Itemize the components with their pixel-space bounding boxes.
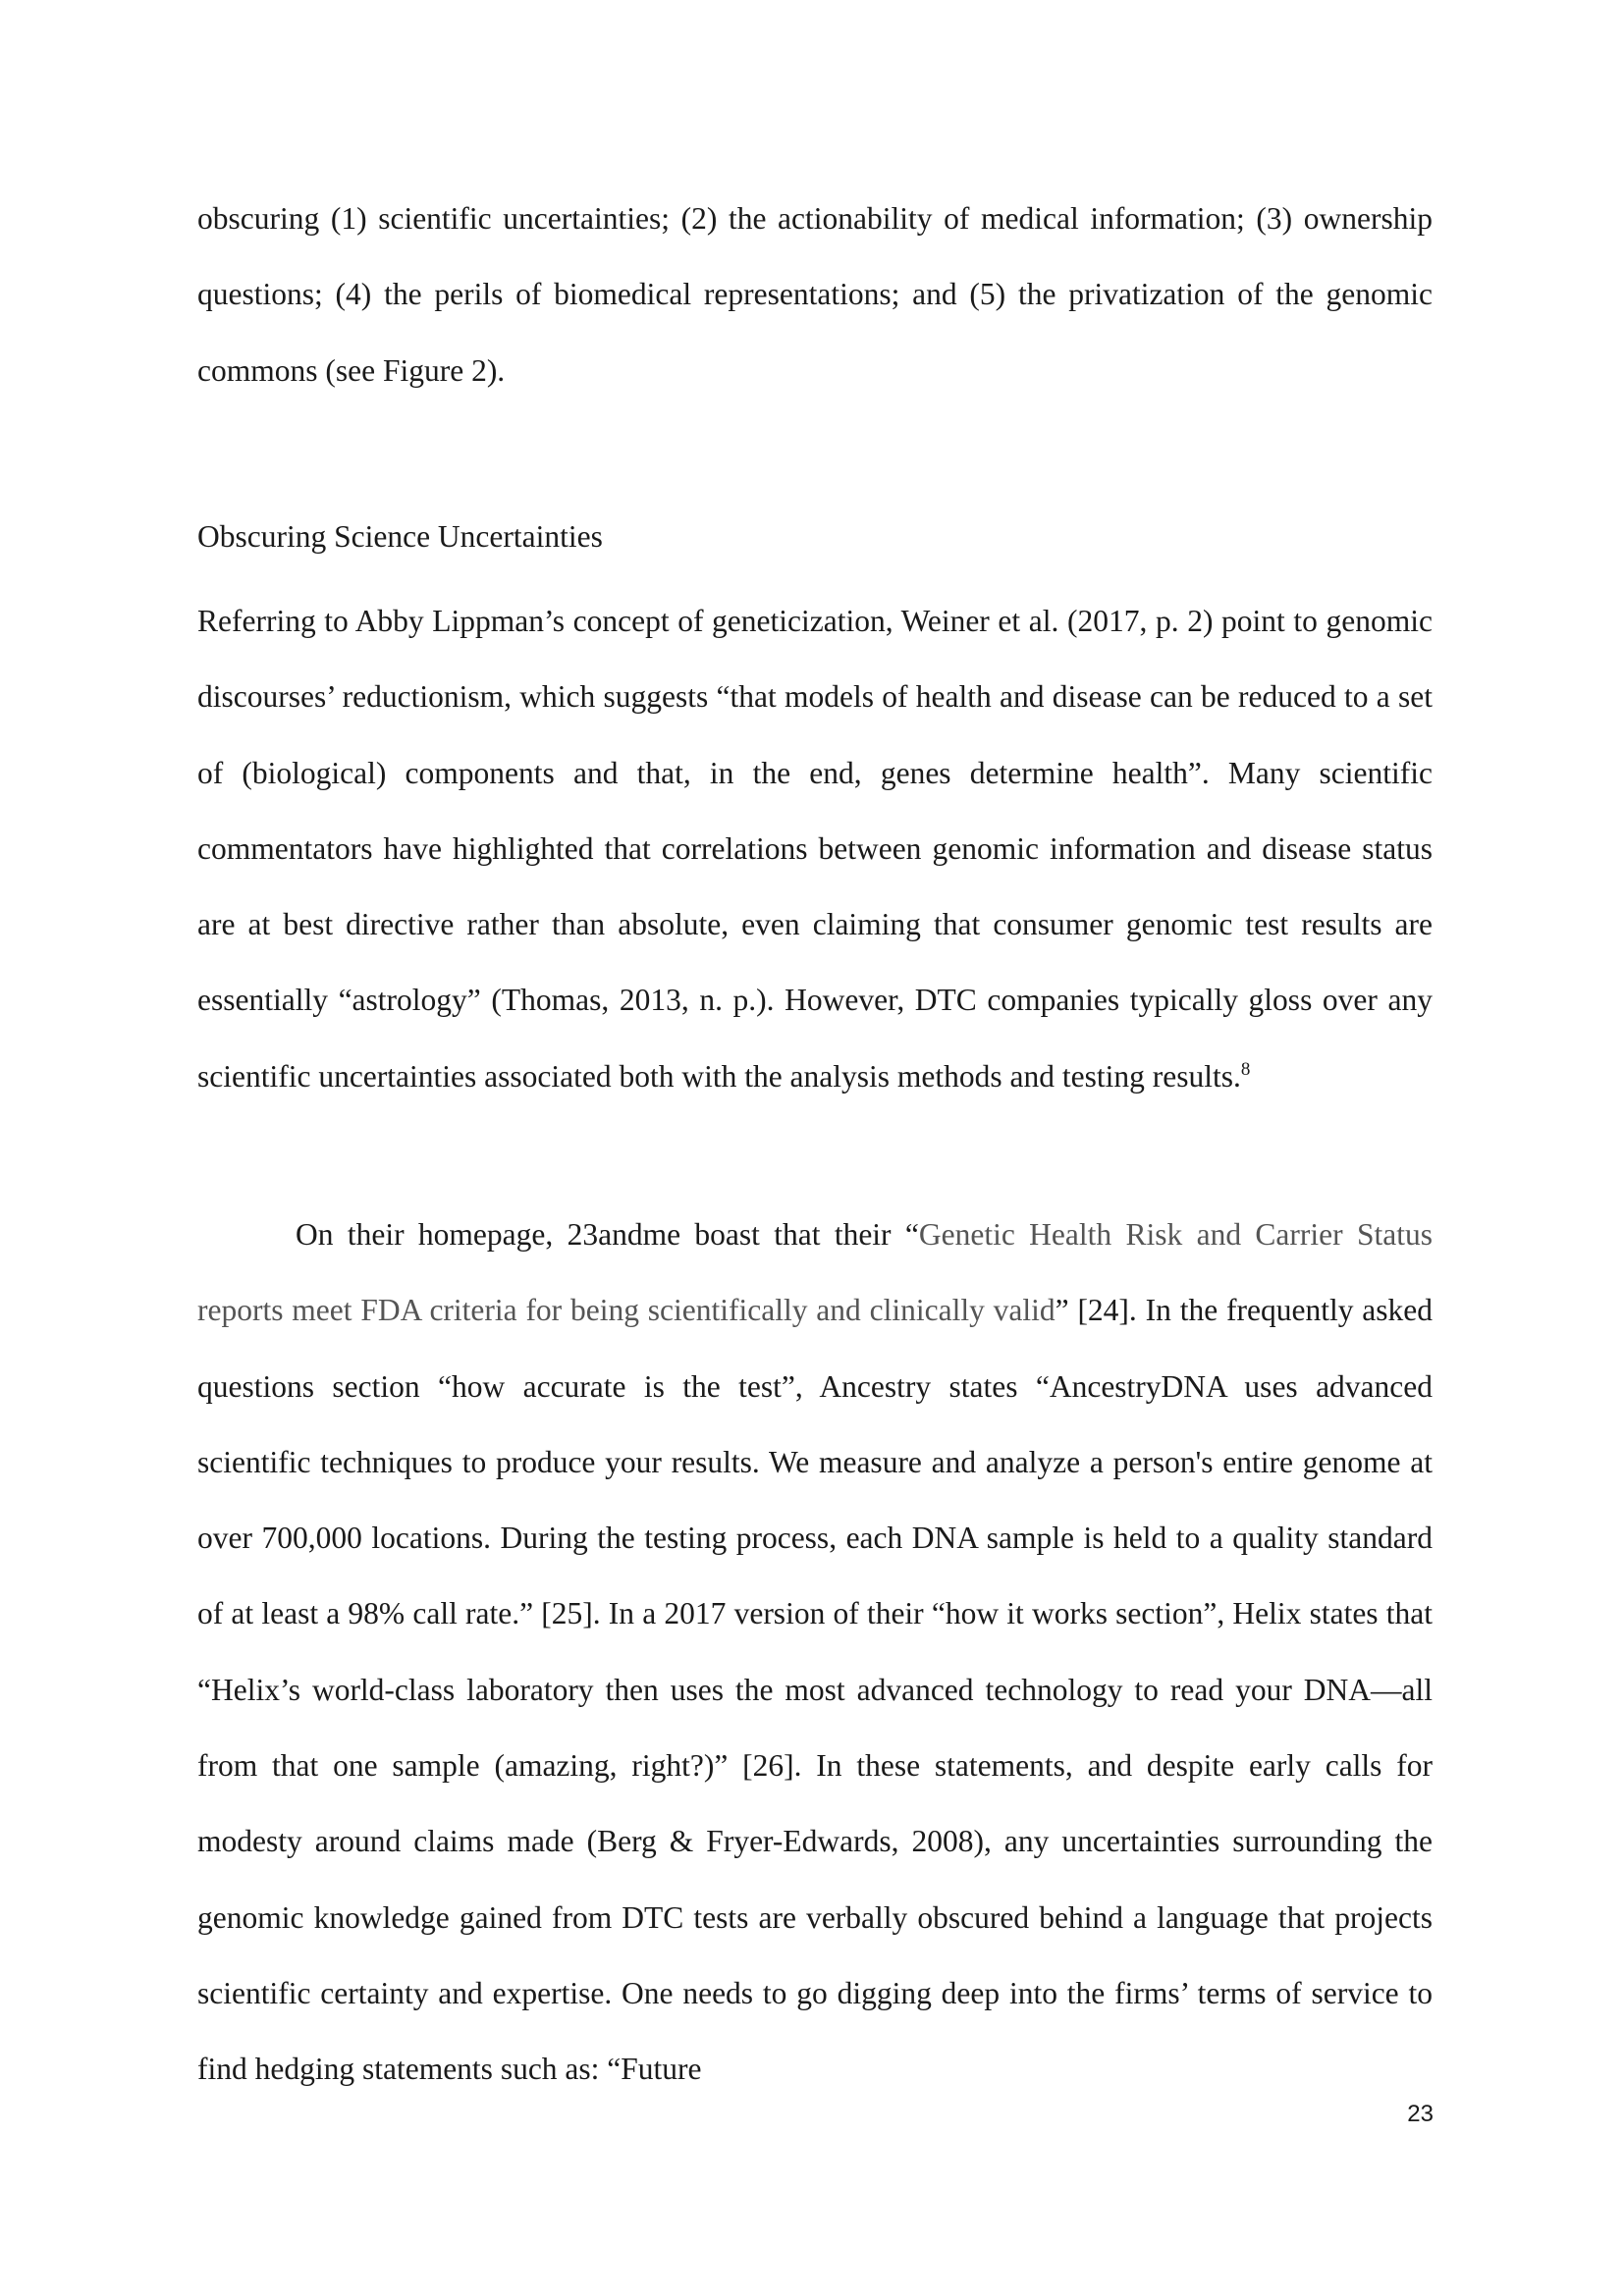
intro-paragraph (197, 181, 1433, 408)
body-paragraph-1-text (197, 583, 1433, 1114)
body-paragraph-2-text (197, 1197, 1433, 2108)
quoted-claim: Genetic Health Risk and Carrier Status reports meet FDA criteria for being scientifically and clinically valid (197, 1217, 1433, 1328)
footnote-marker: 8 (1240, 1058, 1251, 1080)
intro-paragraph-text: obscuring (1) scientific uncertainties; (2) the actionability of medical information; (3) ownership questions; (4) the perils of biomedical representations; and (5) the privatization of the genomic commons (see Figure 2). (197, 201, 1433, 388)
body-paragraph-1 (197, 583, 1433, 1114)
body-paragraph-1-content: Referring to Abby Lippman’s concept of geneticization, Weiner et al. (2017, p. 2) point to genomic discourses’ reductionism, which suggests “that models of health and disease can be reduced to a set of (biological) components and that, in the end, genes determine health”. Many scientific commentators have highlighted that correlations between genomic information and disease status are at best directive rather than absolute, even claiming that consumer genomic test results are essentially “astrology” (Thomas, 2013, n. p.). However, DTC companies typically gloss over any scientific uncertainties associated both with the analysis methods and testing results. (197, 604, 1433, 1094)
section-heading: Obscuring Science Uncertainties (197, 519, 603, 554)
body-paragraph-2-rest: ” [24]. In the frequently asked questions section “how accurate is the test”, Ancestry states “AncestryDNA uses advanced scientific techniques to produce your results. We measure and analyze a person's entire genome at over 700,000 locations. During the testing process, each DNA sample is held to a quality standard of at least a 98% call rate.” [25]. In a 2017 version of their “how it works section”, Helix states that “Helix’s world-class laboratory then uses the most advanced technology to read your DNA—all from that one sample (amazing, right?)” [26]. In these statements, and despite early calls for modesty around claims made (Berg & Fryer-Edwards, 2008), any uncertainties surrounding the genomic knowledge gained from DTC tests are verbally obscured behind a language that projects scientific certainty and expertise. One needs to go digging deep into the firms’ terms of service to find hedging statements such as: “Future (197, 1293, 1433, 2087)
body-paragraph-2 (197, 1197, 1433, 2108)
body-paragraph-2-lead: On their homepage, 23andme boast that their “ (296, 1217, 919, 1252)
page-number: 23 (1407, 2101, 1434, 2127)
